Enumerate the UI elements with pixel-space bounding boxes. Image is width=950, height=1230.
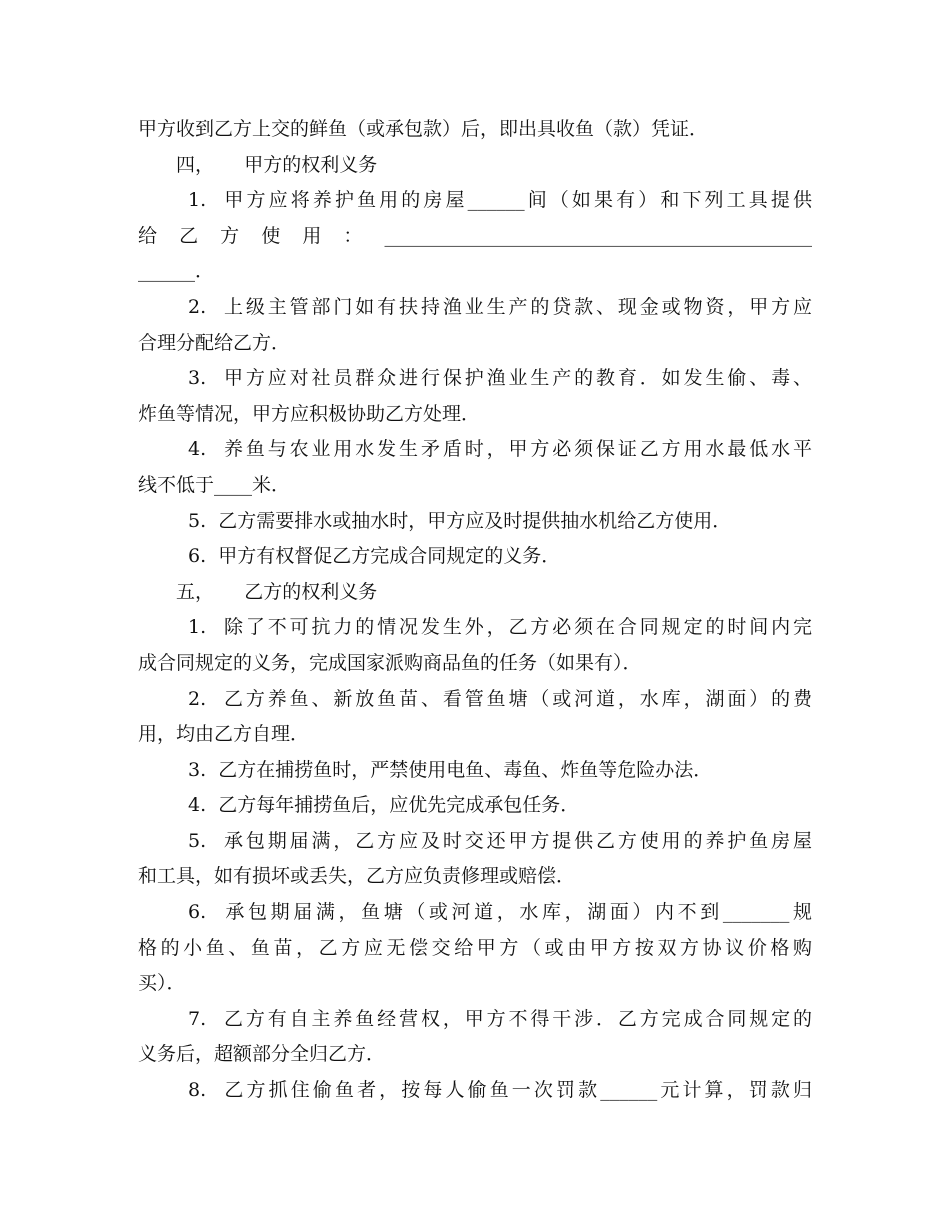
document-page <box>138 112 812 1109</box>
text-line: 5. 承包期届满，乙方应及时交还甲方提供乙方使用的养护鱼房屋 <box>188 829 812 852</box>
text-line: 1. 除了不可抗力的情况发生外，乙方必须在合同规定的时间内完 <box>188 616 812 639</box>
text-line: 用，均由乙方自理． <box>138 723 310 746</box>
text-line: 4. 养鱼与农业用水发生矛盾时，甲方必须保证乙方用水最低水平 <box>188 438 812 461</box>
text-line: 线不低于____米． <box>138 473 291 496</box>
section-heading: 四， 甲方的权利义务 <box>176 153 378 176</box>
text-line: 成合同规定的义务，完成国家派购商品鱼的任务（如果有）． <box>138 651 642 674</box>
text-line: 5. 乙方需要排水或抽水时，甲方应及时提供抽水机给乙方使用． <box>188 509 732 532</box>
text-line: 合理分配给乙方． <box>138 331 291 354</box>
text-line: 1. 甲方应将养护鱼用的房屋______间（如果有）和下列工具提供 <box>188 189 812 212</box>
text-line: 3. 甲方应对社员群众进行保护渔业生产的教育．如发生偷、毒、 <box>188 367 812 390</box>
text-line: 和工具，如有损坏或丢失，乙方应负责修理或赔偿． <box>138 865 576 888</box>
text-line: 3. 乙方在捕捞鱼时，严禁使用电鱼、毒鱼、炸鱼等危险办法． <box>188 758 713 781</box>
text-line: ______． <box>138 260 215 283</box>
text-line: 4. 乙方每年捕捞鱼后，应优先完成承包任务． <box>188 794 580 817</box>
text-line: 买）． <box>138 972 186 995</box>
text-line: 炸鱼等情况，甲方应积极协助乙方处理． <box>138 402 481 425</box>
text-line: 义务后，超额部分全归乙方． <box>138 1043 386 1066</box>
text-line: 7. 乙方有自主养鱼经营权，甲方不得干涉．乙方完成合同规定的 <box>188 1007 812 1030</box>
text-line: 8. 乙方抓住偷鱼者，按每人偷鱼一次罚款______元计算，罚款归 <box>188 1079 812 1102</box>
text-line: 给乙方使用：_____________________________________________ <box>138 224 812 247</box>
text-line: 格的小鱼、鱼苗，乙方应无偿交给甲方（或由甲方按双方协议价格购 <box>138 936 812 959</box>
text-line: 2. 乙方养鱼、新放鱼苗、看管鱼塘（或河道，水库，湖面）的费 <box>188 687 812 710</box>
text-line: 6. 承包期届满，鱼塘（或河道，水库，湖面）内不到_______规 <box>188 901 812 924</box>
text-line: 2. 上级主管部门如有扶持渔业生产的贷款、现金或物资，甲方应 <box>188 295 812 318</box>
text-line: 甲方收到乙方上交的鲜鱼（或承包款）后，即出具收鱼（款）凭证． <box>138 118 709 140</box>
text-line: 6. 甲方有权督促乙方完成合同规定的义务． <box>188 545 561 568</box>
section-heading: 五， 乙方的权利义务 <box>176 580 378 603</box>
